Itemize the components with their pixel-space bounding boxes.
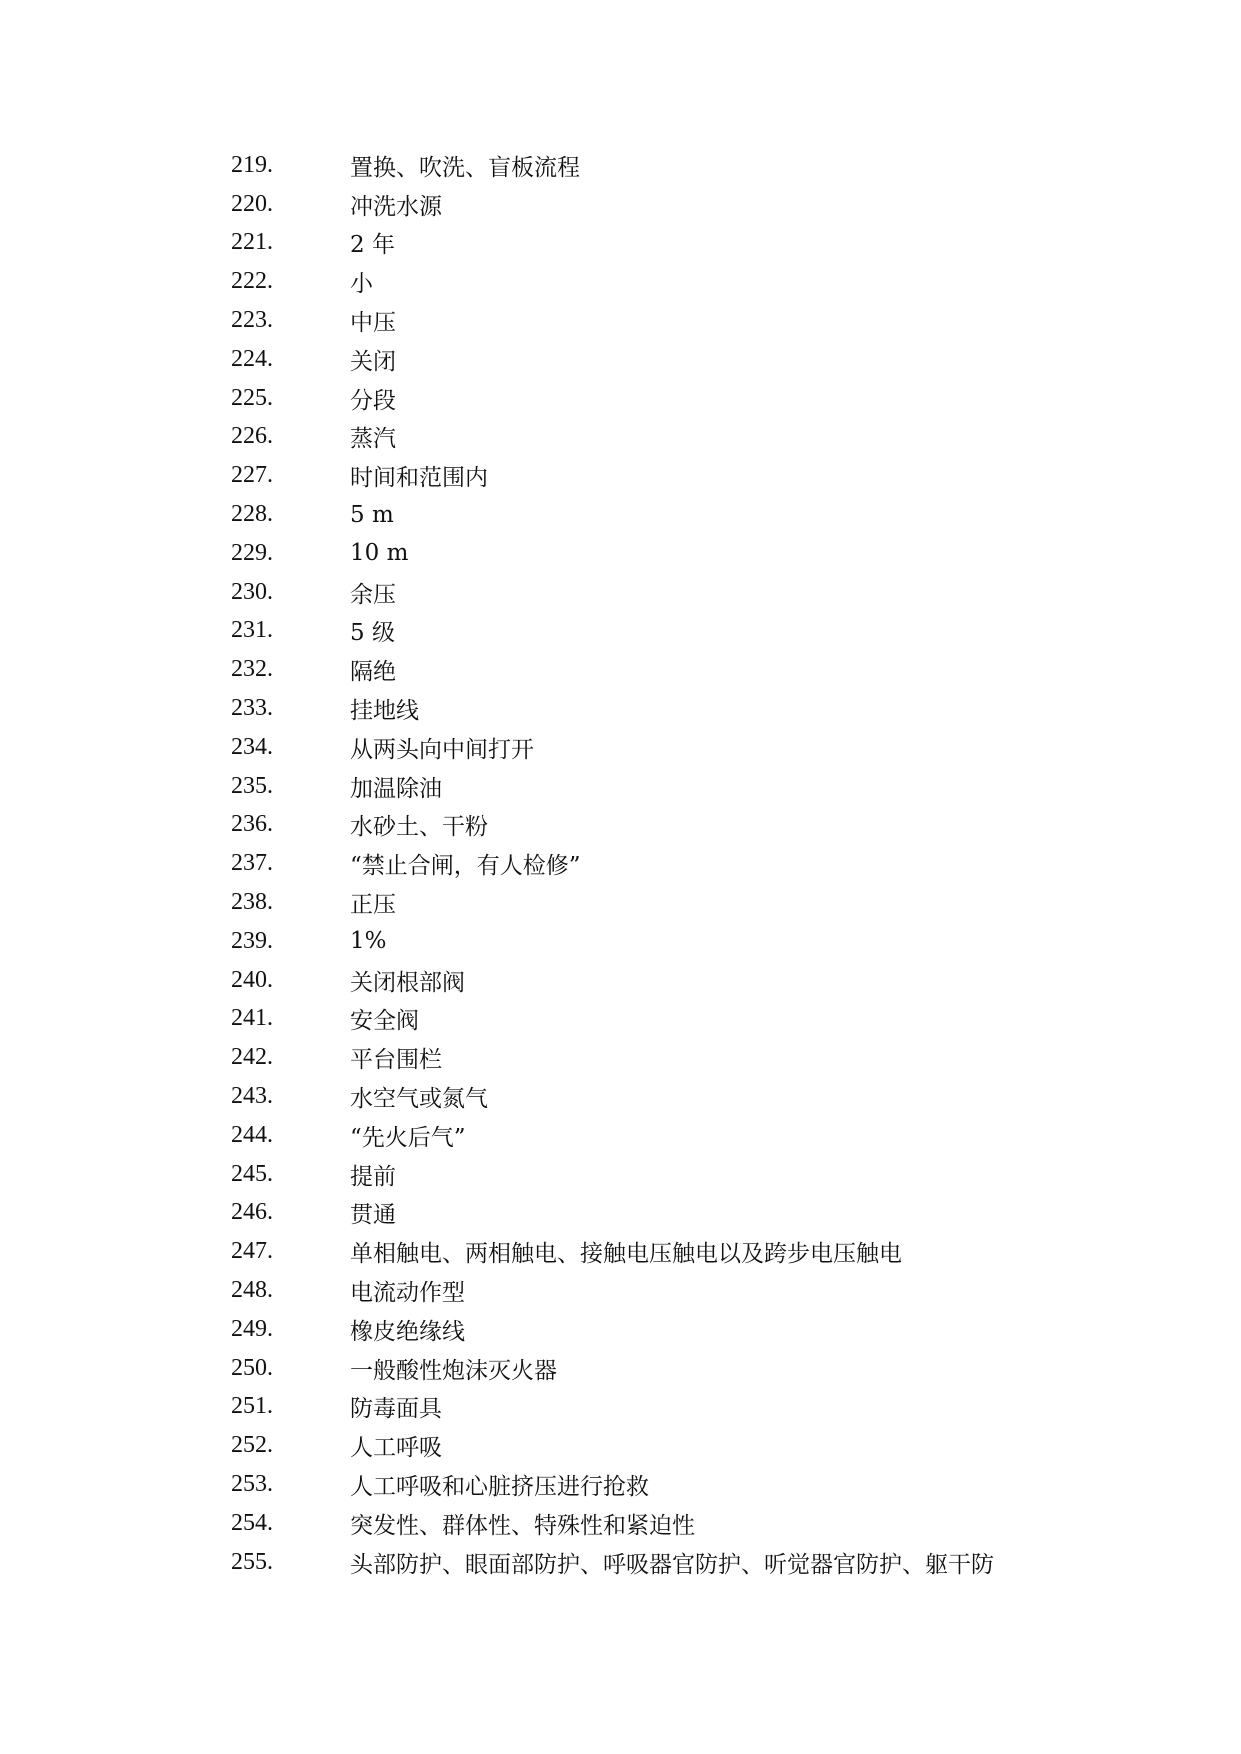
- list-item: [231, 1038, 1131, 1077]
- item-number: 245.: [231, 1160, 273, 1187]
- item-number: 224.: [231, 345, 273, 372]
- item-number: 252.: [231, 1432, 273, 1459]
- item-answer: 置换、吹洗、盲板流程: [350, 154, 580, 181]
- item-answer: 中压: [350, 310, 396, 337]
- list-item: [231, 1155, 1131, 1194]
- list-item: [231, 689, 1131, 728]
- item-number: 235.: [231, 772, 273, 799]
- item-number: 250.: [231, 1354, 273, 1381]
- item-answer: 关闭: [350, 348, 396, 375]
- list-item: [231, 806, 1131, 845]
- list-item: [231, 1426, 1131, 1465]
- item-answer: 正压: [350, 892, 396, 919]
- list-item: [231, 883, 1131, 922]
- item-number: 255.: [231, 1548, 273, 1575]
- item-number: 234.: [231, 733, 273, 760]
- list-item: [231, 1232, 1131, 1271]
- item-answer: 时间和范围内: [350, 465, 488, 492]
- list-item: [231, 1000, 1131, 1039]
- item-number: 225.: [231, 384, 273, 411]
- item-number: 220.: [231, 190, 273, 217]
- item-answer: 人工呼吸和心脏挤压进行抢救: [350, 1473, 649, 1500]
- list-item: [231, 1388, 1131, 1427]
- item-number: 244.: [231, 1121, 273, 1148]
- list-item: [231, 534, 1131, 573]
- list-item: [231, 1271, 1131, 1310]
- list-item: [231, 456, 1131, 495]
- item-answer: 头部防护、眼面部防护、呼吸器官防护、听觉器官防护、躯干防: [350, 1551, 994, 1578]
- list-item: [231, 495, 1131, 534]
- list-item: [231, 728, 1131, 767]
- item-number: 242.: [231, 1044, 273, 1071]
- item-number: 247.: [231, 1238, 273, 1265]
- item-number: 226.: [231, 423, 273, 450]
- list-item: [231, 573, 1131, 612]
- list-item: [231, 379, 1131, 418]
- item-number: 249.: [231, 1315, 273, 1342]
- list-item: [231, 922, 1131, 961]
- list-item: [231, 612, 1131, 651]
- list-item: [231, 185, 1131, 224]
- item-number: 228.: [231, 501, 273, 528]
- list-item: [231, 146, 1131, 185]
- item-answer: 电流动作型: [350, 1280, 465, 1306]
- item-number: 243.: [231, 1083, 273, 1110]
- list-item: [231, 767, 1131, 806]
- list-item: [231, 844, 1131, 883]
- item-answer: 分段: [350, 387, 396, 414]
- item-answer: 单相触电、两相触电、接触电压触电以及跨步电压触电: [350, 1241, 902, 1268]
- item-answer: 水空气或氮气: [350, 1086, 488, 1113]
- list-item: [231, 1349, 1131, 1388]
- item-answer: 关闭根部阀: [350, 969, 465, 996]
- item-answer: 橡皮绝缘线: [350, 1318, 465, 1345]
- item-answer: 隔绝: [350, 659, 396, 686]
- item-answer: 水砂土、干粉: [350, 814, 488, 841]
- item-number: 229.: [231, 539, 273, 566]
- item-answer: 提前: [350, 1163, 396, 1190]
- item-number: 222.: [231, 268, 273, 295]
- item-answer: 5 m: [350, 501, 394, 528]
- item-number: 232.: [231, 656, 273, 683]
- item-answer: 平台围栏: [350, 1047, 442, 1074]
- list-item: [231, 961, 1131, 1000]
- item-answer: 贯通: [350, 1202, 396, 1229]
- item-number: 251.: [231, 1393, 273, 1420]
- item-answer: 蒸汽: [350, 426, 396, 453]
- item-answer: 突发性、群体性、特殊性和紧迫性: [350, 1512, 695, 1539]
- item-answer: 2 年: [350, 232, 395, 259]
- item-answer: 余压: [350, 581, 396, 608]
- item-number: 246.: [231, 1199, 273, 1226]
- item-answer: 防毒面具: [350, 1396, 442, 1423]
- item-answer: 小: [350, 271, 373, 298]
- item-number: 221.: [231, 229, 273, 256]
- item-number: 237.: [231, 850, 273, 877]
- list-item: [231, 418, 1131, 457]
- item-number: 254.: [231, 1509, 273, 1536]
- item-answer: 5 级: [350, 620, 395, 647]
- item-answer: “禁止合闸，有人检修”: [350, 853, 581, 880]
- item-number: 227.: [231, 462, 273, 489]
- list-item: [231, 262, 1131, 301]
- item-number: 240.: [231, 966, 273, 993]
- item-number: 253.: [231, 1470, 273, 1497]
- list-item: [231, 1504, 1131, 1543]
- list-item: [231, 1077, 1131, 1116]
- item-answer: 人工呼吸: [350, 1435, 442, 1462]
- item-number: 241.: [231, 1005, 273, 1032]
- item-number: 233.: [231, 695, 273, 722]
- item-answer: 安全阀: [350, 1008, 419, 1035]
- item-number: 238.: [231, 889, 273, 916]
- item-number: 236.: [231, 811, 273, 838]
- list-item: [231, 1543, 1131, 1582]
- list-item: [231, 1194, 1131, 1233]
- item-answer: 挂地线: [350, 698, 419, 725]
- item-number: 223.: [231, 307, 273, 334]
- item-number: 231.: [231, 617, 273, 644]
- item-answer: 从两头向中间打开: [350, 736, 534, 763]
- list-item: [231, 1116, 1131, 1155]
- list-item: [231, 301, 1131, 340]
- item-answer: 加温除油: [350, 775, 442, 802]
- item-answer: 冲洗水源: [350, 193, 442, 220]
- list-item: [231, 340, 1131, 379]
- item-answer: 一般酸性炮沫灭火器: [350, 1357, 557, 1384]
- item-answer: 1%: [350, 928, 387, 955]
- item-number: 219.: [231, 151, 273, 178]
- list-item: [231, 1465, 1131, 1504]
- item-number: 239.: [231, 927, 273, 954]
- item-answer: 10 m: [350, 540, 409, 567]
- list-item: [231, 650, 1131, 689]
- list-item: [231, 1310, 1131, 1349]
- item-number: 230.: [231, 578, 273, 605]
- answer-list: [231, 146, 1131, 1581]
- list-item: [231, 224, 1131, 263]
- item-answer: “先火后气”: [350, 1124, 466, 1151]
- item-number: 248.: [231, 1277, 273, 1303]
